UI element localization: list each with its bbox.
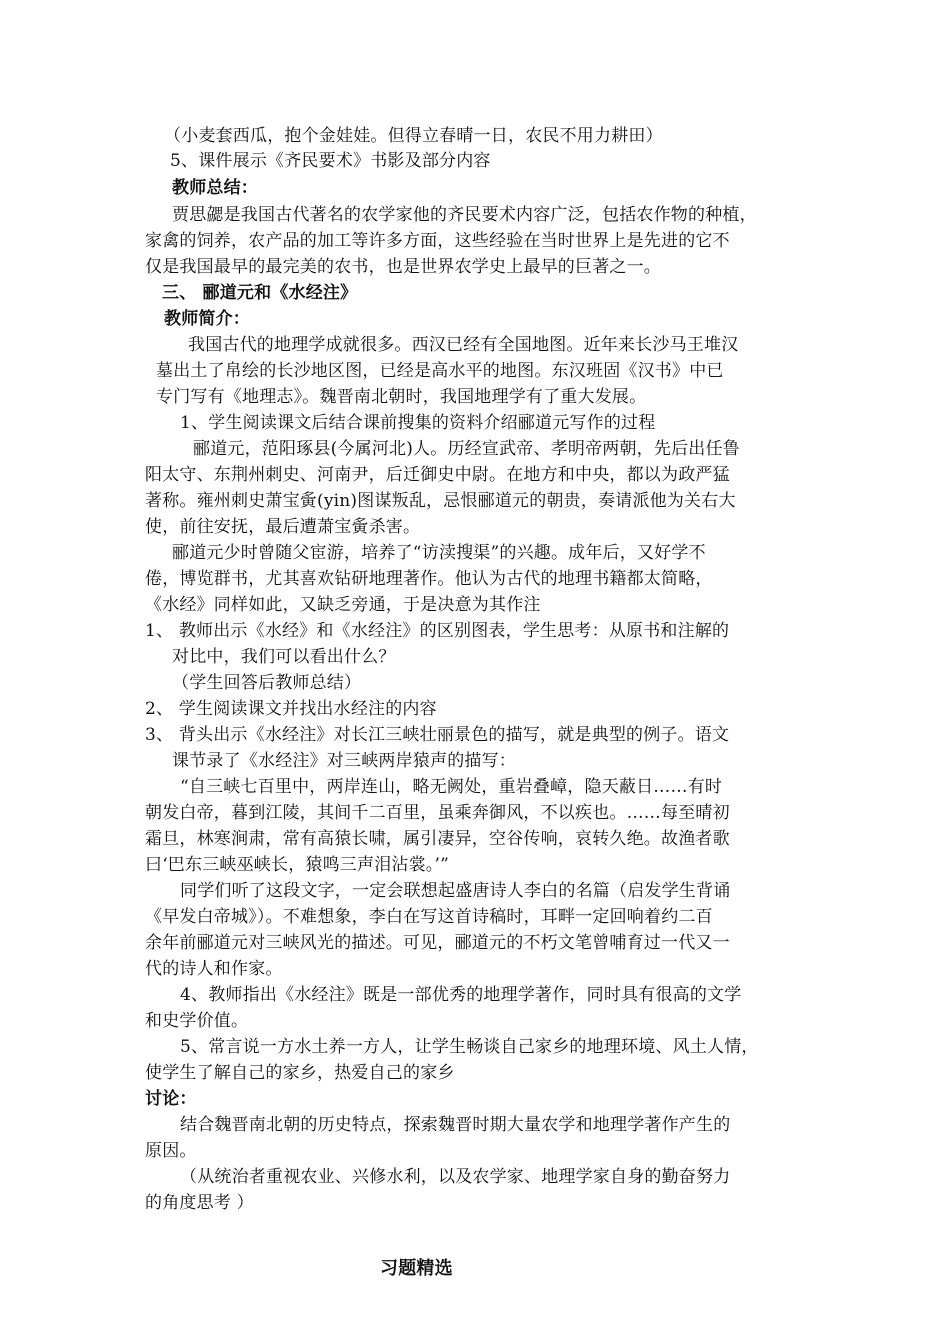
text-line: 5、课件展示《齐民要术》书影及部分内容 (170, 151, 491, 171)
text-line: “自三峡七百里中，两岸连山，略无阙处，重岩叠嶂，隐天蔽日……有时 (180, 777, 723, 797)
text-line: 仅是我国最早的最完美的农书，也是世界农学史上最早的巨著之一。 (145, 257, 661, 277)
text-line: （学生回答后教师总结） (172, 673, 362, 693)
text-line: 使学生了解自己的家乡，热爱自己的家乡 (145, 1063, 455, 1083)
text-line: 课节录了《水经注》对三峡两岸猿声的描写： (172, 751, 516, 771)
text-line: （从统治者重视农业、兴修水利，以及农学家、地理学家自身的勤奋努力 (180, 1167, 731, 1187)
text-line: 使，前往安抚，最后遭萧宝夤杀害。 (145, 517, 421, 537)
text-line: 我国古代的地理学成就很多。西汉已经有全国地图。近年来长沙马王堆汉 (188, 335, 739, 355)
section-label: 教师总结： (172, 178, 258, 198)
text-line: 同学们听了这段文字，一定会联想起盛唐诗人李白的名篇（启发学生背诵 (180, 881, 731, 901)
text-line: （小麦套西瓜，抱个金娃娃。但得立春晴一日，农民不用力耕田） (164, 126, 663, 146)
exercise-title: 习题精选 (380, 1258, 453, 1279)
text-line: 4、教师指出《水经注》既是一部优秀的地理学著作，同时具有很高的文学 (180, 985, 742, 1005)
text-line: 对比中，我们可以看出什么？ (172, 647, 396, 667)
text-line: 家禽的饲养，农产品的加工等许多方面，这些经验在当时世界上是先进的它不 (145, 231, 730, 251)
text-line: 1、 教师出示《水经》和《水经注》的区别图表，学生思考：从原书和注解的 (145, 621, 730, 641)
text-line: 3、 背头出示《水经注》对长江三峡壮丽景色的描写，就是典型的例子。语文 (145, 725, 730, 745)
text-line: 墓出土了帛绘的长沙地区图，已经是高水平的地图。东汉班固《汉书》中已 (156, 361, 724, 381)
text-line: 1、学生阅读课文后结合课前搜集的资料介绍郦道元写作的过程 (180, 413, 656, 433)
text-line: 的角度思考 ） (145, 1193, 254, 1213)
text-line: 专门写有《地理志》。魏晋南北朝时，我国地理学有了重大发展。 (156, 387, 647, 407)
text-line: 余年前郦道元对三峡风光的描述。可见，郦道元的不朽文笔曾哺育过一代又一 (145, 933, 730, 953)
text-line: 霜旦，林寒涧肃，常有高猿长啸，属引凄异，空谷传响，哀转久绝。故渔者歌 (145, 829, 730, 849)
section-label: 讨论： (145, 1089, 197, 1109)
text-line: 和史学价值。 (145, 1011, 249, 1031)
text-line: 5、常言说一方水土养一方人，让学生畅谈自己家乡的地理环境、风土人情， (180, 1037, 759, 1057)
text-line: 结合魏晋南北朝的历史特点，探索魏晋时期大量农学和地理学著作产生的 (180, 1115, 731, 1135)
text-line: 朝发白帝，暮到江陵，其间千二百里，虽乘奔御风，不以疾也。……每至晴初 (145, 803, 730, 823)
text-line: 原因。 (145, 1141, 197, 1161)
text-line: 郦道元少时曾随父宦游，培养了“访渎搜渠”的兴趣。成年后，又好学不 (172, 543, 706, 563)
text-line: 郦道元，范阳琢县(今属河北)人。历经宣武帝、孝明帝两朝，先后出任鲁 (193, 439, 740, 459)
text-line: 《水经》同样如此，又缺乏旁通，于是决意为其作注 (145, 595, 541, 615)
section-label: 教师简介： (164, 309, 250, 329)
text-line: 倦，博览群书，尤其喜欢钻研地理著作。他认为古代的地理书籍都太简略， (145, 569, 713, 589)
text-line: 《早发白帝城》）。不难想象，李白在写这首诗稿时，耳畔一定回响着约二百 (145, 907, 713, 927)
text-line: 贾思勰是我国古代著名的农学家他的齐民要术内容广泛，包括农作物的种植， (172, 205, 757, 225)
section-heading: 三、 郦道元和《水经注》 (162, 283, 358, 303)
text-line: 曰‘巴东三峡巫峡长，猿鸣三声泪沾裳。’” (145, 855, 449, 875)
text-line: 阳太守、东荆州刺史、河南尹，后迁御史中尉。在地方和中央，都以为政严猛 (145, 465, 730, 485)
text-line: 著称。雍州刺史萧宝夤(yin)图谋叛乱，忌恨郦道元的朝贵，奏请派他为关右大 (145, 491, 736, 511)
text-line: 2、 学生阅读课文并找出水经注的内容 (145, 699, 437, 719)
text-line: 代的诗人和作家。 (145, 959, 283, 979)
